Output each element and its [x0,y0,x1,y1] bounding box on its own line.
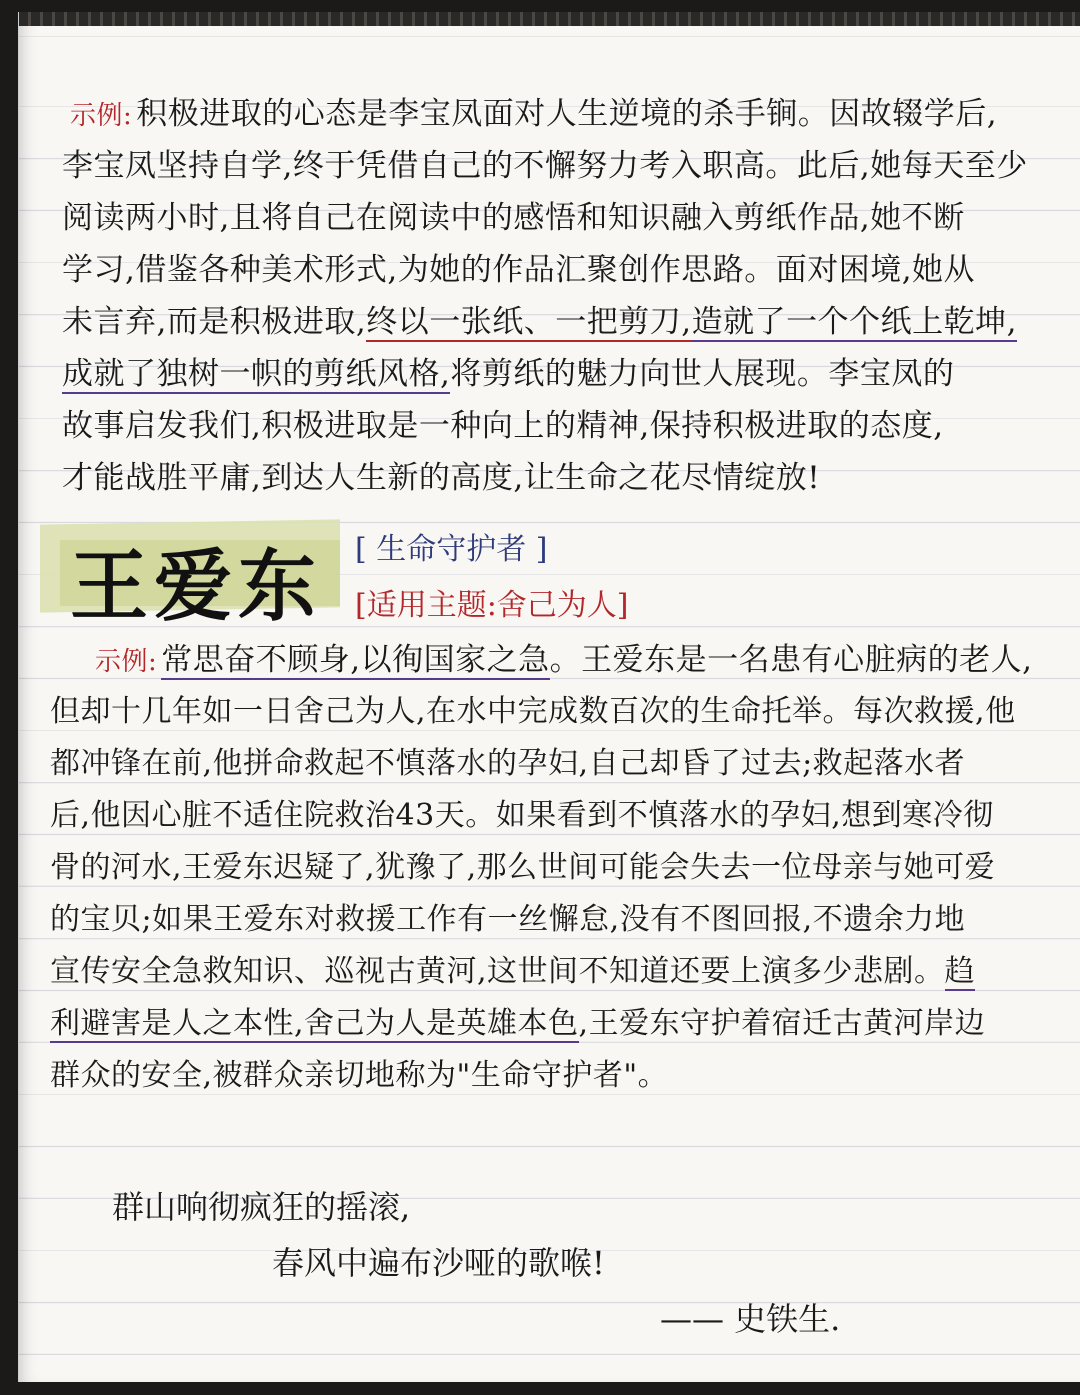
poem-line-2: 春风中遍布沙哑的歌喉! [272,1244,605,1282]
underlined-phrase: 利避害是人之本性,舍己为人是英雄本色 [50,1006,579,1041]
poem-author: —— 史铁生. [660,1300,841,1338]
section2-line-4: 后,他因心脏不适住院救治43天。如果看到不慎落水的孕妇,想到寒冷彻 [50,798,994,833]
section2-line-1 [95,634,1032,688]
underlined-phrase: 造就了一个个纸上乾坤, [691,304,1017,340]
section2-line-7 [50,946,975,998]
section1-line-4: 学习,借鉴各种美术形式,为她的作品汇聚创作思路。面对困境,她从 [62,252,976,288]
theme-tag: [适用主题:舍己为人] [355,588,629,623]
text-span: 未言弃,而是积极进取, [62,304,367,340]
example-label: 示例: [95,647,158,677]
section2-line-2: 但却十几年如一日舍己为人,在水中完成数百次的生命托举。每次救援,他 [50,694,1016,729]
text-span: ,王爱东守护着宿迁古黄河岸边 [578,1006,986,1041]
section1-line-2: 李宝凤坚持自学,终于凭借自己的不懈努力考入职高。此后,她每天至少 [62,148,1028,184]
poem-line-1: 群山响彻疯狂的摇滚, [112,1188,411,1226]
example-label: 示例: [70,101,133,131]
text-span: 将剪纸的魅力向世人展现。李宝凤的 [450,356,955,392]
text-span: 宣传安全急救知识、巡视古黄河,这世间不知道还要上演多少悲剧。 [50,954,945,989]
text-span: 。王爱东是一名患有心脏病的老人, [549,642,1033,678]
section1-line-7: 故事启发我们,积极进取是一种向上的精神,保持积极进取的态度, [62,408,944,444]
section2-line-9: 群众的安全,被群众亲切地称为"生命守护者"。 [50,1058,669,1093]
section1-line-3: 阅读两小时,且将自己在阅读中的感悟和知识融入剪纸作品,她不断 [62,200,965,236]
title-tag: [ 生命守护者 ] [355,532,548,567]
underlined-phrase: 趋 [944,954,976,989]
section2-line-5: 骨的河水,王爱东迟疑了,犹豫了,那么世间可能会失去一位母亲与她可爱 [50,850,996,885]
section1-line-5 [62,296,1017,348]
underlined-phrase: 终以一张纸、一把剪刀, [366,304,692,340]
section1-line-1 [70,88,997,142]
underlined-phrase: 常思奋不顾身,以徇国家之急 [161,642,550,678]
notebook-binding [19,12,1080,26]
section1-line-6 [62,348,954,400]
section2-line-8 [50,998,985,1050]
section2-line-3: 都冲锋在前,他拼命救起不慎落水的孕妇,自己却昏了过去;救起落水者 [50,746,966,781]
person-name-heading: 王爱东 [70,541,323,632]
text-span: 积极进取的心态是李宝凤面对人生逆境的杀手锏。因故辍学后, [136,96,998,132]
section1-line-8: 才能战胜平庸,到达人生新的高度,让生命之花尽情绽放! [62,460,821,496]
underlined-phrase: 成就了独树一帜的剪纸风格, [62,356,451,392]
section2-line-6: 的宝贝;如果王爱东对救援工作有一丝懈怠,没有不图回报,不遗余力地 [50,902,966,937]
